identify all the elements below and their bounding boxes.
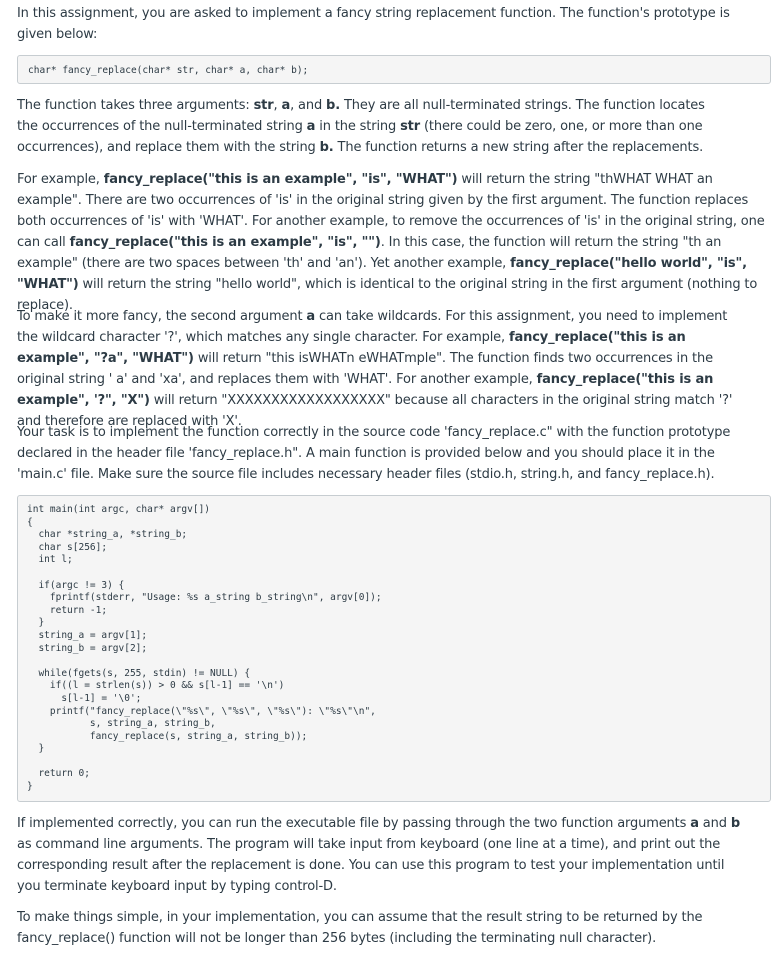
text-run: in the string bbox=[315, 119, 401, 134]
code-line: char *string_a, *string_b; bbox=[27, 529, 188, 541]
text-run: Your task is to implement the function correctly in the source code 'fancy_replace.c" with the function prototype declared in the header file 'fancy_replace.h". A main function is provided below and you should place it in the 'main.c' file. Make sure the source file includes necessary header files (stdio.h, string.h, and fancy_replace.h). bbox=[17, 425, 731, 482]
text-run: , and bbox=[290, 98, 327, 113]
bold-run: a bbox=[306, 309, 316, 324]
code-line bbox=[27, 756, 770, 769]
text-run: The function returns a new string after the replacements. bbox=[333, 140, 704, 155]
bold-run: fancy_replace("this is an example", "?a", "WHAT") bbox=[17, 330, 686, 366]
code-line: int main(int argc, char* argv[]) bbox=[27, 504, 211, 515]
text-run: will return "XXXXXXXXXXXXXXXXXX" because all characters in the original string match '?' and therefore are replaced with 'X'. bbox=[17, 393, 733, 429]
text-run: If implemented correctly, you can run the executable file by passing through the two function arguments bbox=[17, 816, 691, 831]
bold-run: b. bbox=[326, 98, 340, 113]
code-line: return -1; bbox=[27, 604, 108, 616]
intro-paragraph bbox=[17, 3, 767, 45]
text-run: as command line arguments. The program will take input from keyboard (one line at a time), and print out the corresponding result after the replacement is done. You can use this program to test your implementation until you terminate keyboard input by typing control-D. bbox=[17, 837, 725, 894]
bold-run: fancy_replace("this is an example", "is", "") bbox=[69, 235, 381, 250]
text-run: . In this case, the function will return the string "th an example" (there are two spaces between 'th' and 'an'). Yet another example, bbox=[17, 235, 722, 271]
code-line: printf("fancy_replace(\"%s\", \"%s\", \"%s\"): \"%s\"\n", bbox=[27, 705, 376, 717]
text-run: will return the string "hello world", which is identical to the original string in the first argument (nothing to replace). bbox=[17, 277, 758, 313]
text-run: In this assignment, you are asked to implement a fancy string replacement function. The function's prototype is given below: bbox=[17, 6, 730, 42]
text-run: They are all null-terminated strings. The function locates the occurrences of the null-terminated string bbox=[17, 98, 705, 134]
code-line: { bbox=[27, 516, 33, 528]
main-function-code bbox=[17, 495, 771, 802]
bold-run: str bbox=[253, 98, 274, 113]
text-run: and bbox=[698, 816, 731, 831]
text-run: , bbox=[273, 98, 282, 113]
text-run: To make it more fancy, the second argument bbox=[17, 309, 307, 324]
code-line: fancy_replace(s, string_a, string_b)); bbox=[27, 730, 308, 742]
bold-run: a bbox=[306, 119, 316, 134]
bold-run: b bbox=[730, 816, 740, 831]
bold-run: a bbox=[281, 98, 291, 113]
text-run: To make things simple, in your implementation, you can assume that the result string to be returned by the fancy_replace() function will not be longer than 256 bytes (including the terminating null character). bbox=[17, 910, 703, 946]
text-run: can take wildcards. For this assignment, you need to implement the wildcard character '?', which matches any single character. For example, bbox=[17, 309, 728, 345]
bold-run: fancy_replace("hello world", "is", "WHAT") bbox=[17, 256, 747, 292]
bold-run: fancy_replace("this is an example", "is", "WHAT") bbox=[103, 172, 458, 187]
text-run: For example, bbox=[17, 172, 104, 187]
text-run: will return the string "thWHAT WHAT an example". There are two occurrences of 'is' in the original string given by the first argument. The function replaces both occurrences of 'is' with 'WHAT'. For another example, to remove the occurrences of 'is' in the original string, one can call bbox=[17, 172, 765, 250]
code-line: char s[256]; bbox=[27, 541, 108, 553]
function-prototype-code: char* fancy_replace(char* str, char* a, char* b); bbox=[17, 55, 771, 84]
text-run: The function takes three arguments: bbox=[17, 98, 254, 113]
assumption-paragraph bbox=[17, 907, 717, 949]
code-line: string_a = argv[1]; bbox=[27, 629, 148, 641]
bold-run: str bbox=[400, 119, 421, 134]
task-paragraph bbox=[17, 422, 757, 485]
arguments-paragraph bbox=[17, 95, 717, 158]
code-line: while(fgets(s, 255, stdin) != NULL) { bbox=[27, 667, 251, 679]
code-line: fprintf(stderr, "Usage: %s a_string b_string\n", argv[0]); bbox=[27, 592, 382, 604]
bold-run: b. bbox=[319, 140, 334, 155]
bold-run: fancy_replace("this is an example", '?", "X") bbox=[17, 372, 714, 408]
code-line: } bbox=[27, 743, 45, 755]
text-run: (there could be zero, one, or more than one occurrences), and replace them with the string bbox=[17, 119, 703, 155]
usage-paragraph bbox=[17, 813, 747, 897]
code-line: } bbox=[27, 781, 33, 793]
text-run: will return "this isWHATn eWHATmple". The function finds two occurrences in the original string ' a' and 'xa', and replaces them with 'WHAT'. For another example, bbox=[17, 351, 713, 387]
code-line: int l; bbox=[27, 554, 73, 566]
code-line: return 0; bbox=[27, 768, 90, 780]
code-line bbox=[27, 567, 770, 580]
examples-paragraph bbox=[17, 169, 769, 316]
code-line bbox=[27, 655, 770, 668]
code-line: if((l = strlen(s)) > 0 && s[l-1] == '\n') bbox=[27, 680, 285, 692]
bold-run: a bbox=[690, 816, 699, 831]
wildcard-paragraph bbox=[17, 306, 737, 432]
code-line: s, string_a, string_b, bbox=[27, 718, 216, 730]
code-line: } bbox=[27, 617, 45, 629]
code-line: s[l-1] = '\0'; bbox=[27, 692, 142, 704]
code-line: if(argc != 3) { bbox=[27, 579, 125, 591]
code-line: string_b = argv[2]; bbox=[27, 642, 148, 654]
